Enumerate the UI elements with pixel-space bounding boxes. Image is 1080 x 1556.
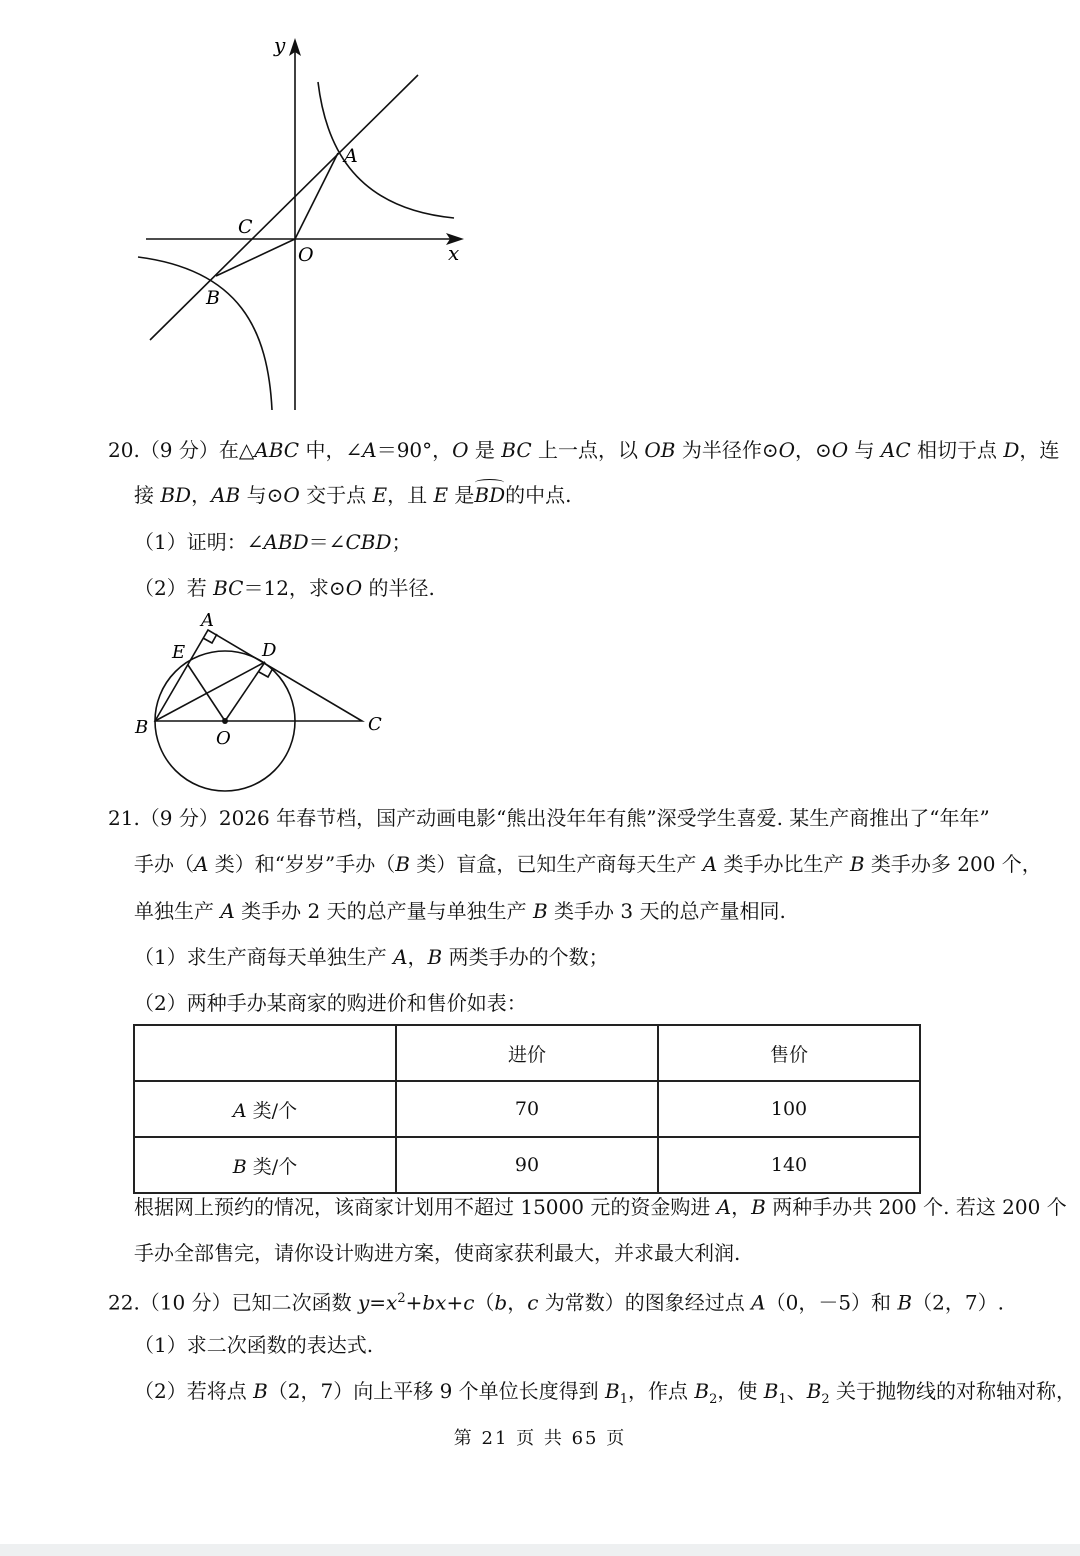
- point-c-label: C: [238, 216, 253, 238]
- q22-sub1: （1）求二次函数的表达式.: [134, 1333, 374, 1357]
- table-cell: 90: [396, 1137, 658, 1193]
- label-e: E: [172, 642, 186, 663]
- page-footer: 第 21 页 共 65 页: [453, 1428, 627, 1449]
- table-header-row: [134, 1025, 920, 1081]
- x-axis-label: x: [448, 241, 460, 265]
- label-a: A: [201, 610, 214, 631]
- q21-line2: 手办（A 类）和“岁岁”手办（B 类）盲盒，已知生产商每天生产 A 类手办比生产 B 类手办多 200 个，: [134, 852, 1042, 876]
- q20-sub2: （2）若 BC＝12，求⊙O 的半径.: [134, 576, 435, 600]
- q21-sub2: （2）两种手办某商家的购进价和售价如表：: [134, 991, 527, 1015]
- q22-line1: 22.（10 分）已知二次函数 $y=x^2+bx+c(b$，c 为常数）的图象经过点 A（0，－5）和 B（2，7）.: [108, 1290, 1004, 1315]
- point-a-label: A: [344, 145, 358, 167]
- segment-oa: [295, 153, 338, 239]
- table-header-cell: [134, 1025, 396, 1081]
- figure-circle-triangle: [125, 605, 395, 795]
- table-header-cell: 售价: [658, 1025, 920, 1081]
- segment-ob: [216, 239, 295, 276]
- table-row: [134, 1081, 920, 1137]
- table-cell: 140: [658, 1137, 920, 1193]
- table-cell: A 类/个: [134, 1081, 396, 1137]
- label-d: D: [262, 640, 277, 661]
- q21-line3: 单独生产 A 类手办 2 天的总产量与单独生产 B 类手办 3 天的总产量相同.: [134, 899, 786, 923]
- table-row: [134, 1137, 920, 1193]
- q22-sub2: （2）若将点 B（2，7）向上平移 9 个单位长度得到 $B_1$，作点 $B_2$，使 $B_1$、$B_2$ 关于抛物线的对称轴对称，: [134, 1379, 1077, 1407]
- label-b: B: [135, 717, 149, 738]
- q21-after1: 根据网上预约的情况，该商家计划用不超过 15000 元的资金购进 A，B 两种手办共 200 个. 若这 200 个: [134, 1195, 1067, 1219]
- table-cell: B 类/个: [134, 1137, 396, 1193]
- triangle-abc: [155, 630, 362, 721]
- right-angle-mark-d: [259, 668, 273, 677]
- table-header-cell: 进价: [396, 1025, 658, 1081]
- origin-label: O: [298, 244, 314, 266]
- label-o: O: [216, 728, 231, 749]
- segment-eo: [188, 665, 225, 721]
- table-cell: 100: [658, 1081, 920, 1137]
- figure-hyperbola-graph: [120, 30, 480, 420]
- q21-sub1: （1）求生产商每天单独生产 A，B 两类手办的个数；: [134, 945, 609, 969]
- hyperbola-branch-left: [138, 257, 272, 410]
- segment-od: [225, 662, 265, 721]
- q20-line1: 20.（9 分）在△ABC 中，∠A＝90°，O 是 BC 上一点，以 OB 为半径作⊙O，⊙O 与 AC 相切于点 D，连: [108, 438, 1060, 462]
- line-bca: [150, 75, 418, 340]
- point-b-label: B: [206, 287, 220, 309]
- center-dot: [222, 718, 228, 724]
- bottom-band: [0, 1544, 1080, 1556]
- table-cell: 70: [396, 1081, 658, 1137]
- q20-sub1: （1）证明：∠ABD＝∠CBD；: [134, 530, 412, 554]
- label-c: C: [368, 714, 382, 735]
- price-table: [133, 1024, 921, 1194]
- q21-after2: 手办全部售完，请你设计购进方案，使商家获利最大，并求最大利润.: [134, 1241, 741, 1265]
- q21-line1: 21.（9 分）2026 年春节档，国产动画电影“熊出没年年有熊”深受学生喜爱. 某生产商推出了“年年”: [108, 806, 990, 830]
- hyperbola-branch-right: [318, 82, 454, 218]
- y-axis-label: y: [274, 33, 286, 57]
- q20-line2: 接 BD，AB 与⊙O 交于点 E，且 E 是BD的中点.: [134, 483, 572, 507]
- arc-bd: BD: [474, 483, 506, 507]
